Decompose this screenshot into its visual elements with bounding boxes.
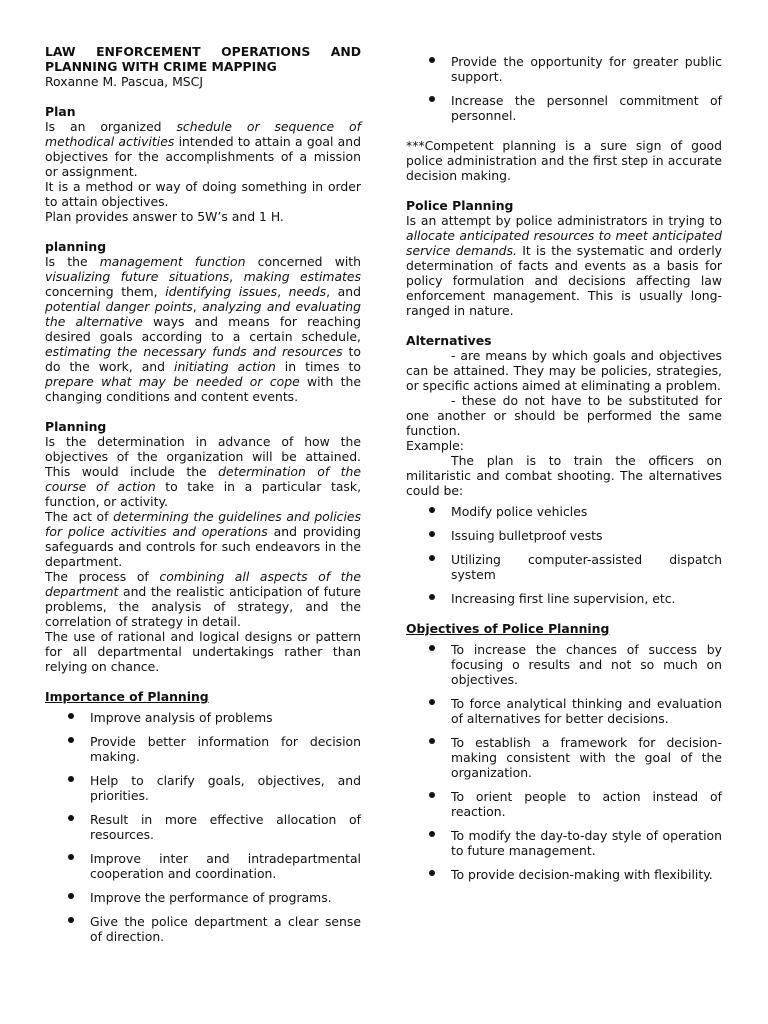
example-label: Example: bbox=[406, 438, 464, 453]
list-item: To increase the chances of success by focusing o results and not so much on objectives. bbox=[406, 642, 722, 687]
planning-paragraph-4: The use of rational and logical designs or pattern for all departmental undertakings rather than relying on chance. bbox=[45, 629, 361, 674]
competent-planning-note: ***Competent planning is a sure sign of good police administration and the first step in accurate decision making. bbox=[406, 138, 722, 183]
list-item: Utilizing computer-assisted dispatch system bbox=[406, 552, 722, 582]
author-line: Roxanne M. Pascua, MSCJ bbox=[45, 74, 203, 89]
list-item: Increasing first line supervision, etc. bbox=[406, 591, 722, 606]
list-item: To orient people to action instead of reaction. bbox=[406, 789, 722, 819]
objectives-heading: Objectives of Police Planning bbox=[406, 621, 610, 636]
alternatives-heading: Alternatives bbox=[406, 333, 492, 348]
police-planning-heading: Police Planning bbox=[406, 198, 514, 213]
plan-definition-2: It is a method or way of doing something in order to attain objectives. bbox=[45, 179, 361, 209]
list-item: To provide decision-making with flexibility. bbox=[406, 867, 722, 882]
planning-lower-definition: Is the management function concerned with visualizing future situations, making estimates concerning them, identifying issues, needs, and potential danger points, analyzing and evaluating the alternative ways and means for reaching desired goals according to a certain schedule, estimating the necessary funds and resources to do the work, and initiating action in times to prepare what may be needed or cope with the changing conditions and content events. bbox=[45, 254, 362, 404]
right-column bbox=[406, 54, 722, 891]
list-item: Help to clarify goals, objectives, and priorities. bbox=[45, 773, 361, 803]
list-item: Improve inter and intradepartmental cooperation and coordination. bbox=[45, 851, 361, 881]
list-item: Provide better information for decision making. bbox=[45, 734, 361, 764]
list-item: To force analytical thinking and evaluation of alternatives for better decisions. bbox=[406, 696, 722, 726]
list-item: Improve analysis of problems bbox=[45, 710, 361, 725]
alternatives-paragraph-1: - are means by which goals and objectives can be attained. They may be policies, strategies, or specific actions aimed at eliminating a problem. bbox=[406, 348, 722, 393]
plan-definition-1: Is an organized schedule or sequence of methodical activities intended to attain a goal and objectives for the accomplishments of a mission or assignment. bbox=[45, 119, 361, 179]
importance-list-continued bbox=[406, 54, 722, 123]
alternatives-paragraph-2: - these do not have to be substituted for one another or should be performed the same function. bbox=[406, 393, 722, 438]
list-item: Issuing bulletproof vests bbox=[406, 528, 722, 543]
plan-heading: Plan bbox=[45, 104, 76, 119]
document-title: LAW ENFORCEMENT OPERATIONS AND PLANNING WITH CRIME MAPPING bbox=[45, 44, 361, 74]
planning-paragraph-3: The process of combining all aspects of the department and the realistic anticipation of future problems, the analysis of strategy, and the correlation of strategy in detail. bbox=[45, 569, 361, 629]
list-item: Give the police department a clear sense of direction. bbox=[45, 914, 361, 944]
police-planning-definition: Is an attempt by police administrators in trying to allocate anticipated resources to meet anticipated service demands. It is the systematic and orderly determination of facts and events as a basis for policy formulation and decisions affecting law enforcement management. This is usually long-ranged in nature. bbox=[406, 213, 722, 318]
list-item: Provide the opportunity for greater public support. bbox=[406, 54, 722, 84]
left-column bbox=[45, 44, 361, 953]
planning-paragraph-2: The act of determining the guidelines and policies for police activities and operations and providing safeguards and controls for such endeavors in the department. bbox=[45, 509, 361, 569]
plan-definition-3: Plan provides answer to 5W’s and 1 H. bbox=[45, 209, 284, 224]
list-item: To modify the day-to-day style of operation to future management. bbox=[406, 828, 722, 858]
importance-list bbox=[45, 710, 361, 944]
planning-lower-heading: planning bbox=[45, 239, 107, 254]
importance-heading: Importance of Planning bbox=[45, 689, 209, 704]
alternatives-list bbox=[406, 504, 722, 606]
list-item: To establish a framework for decision-making consistent with the goal of the organization. bbox=[406, 735, 722, 780]
list-item: Increase the personnel commitment of personnel. bbox=[406, 93, 722, 123]
example-text: The plan is to train the officers on militaristic and combat shooting. The alternatives could be: bbox=[406, 453, 722, 498]
planning-heading: Planning bbox=[45, 419, 107, 434]
list-item: Improve the performance of programs. bbox=[45, 890, 361, 905]
list-item: Modify police vehicles bbox=[406, 504, 722, 519]
objectives-list bbox=[406, 642, 722, 882]
list-item: Result in more effective allocation of resources. bbox=[45, 812, 361, 842]
planning-paragraph-1: Is the determination in advance of how the objectives of the organization will be attained. This would include the determination of the course of action to take in a particular task, function, or activity. bbox=[45, 434, 362, 509]
